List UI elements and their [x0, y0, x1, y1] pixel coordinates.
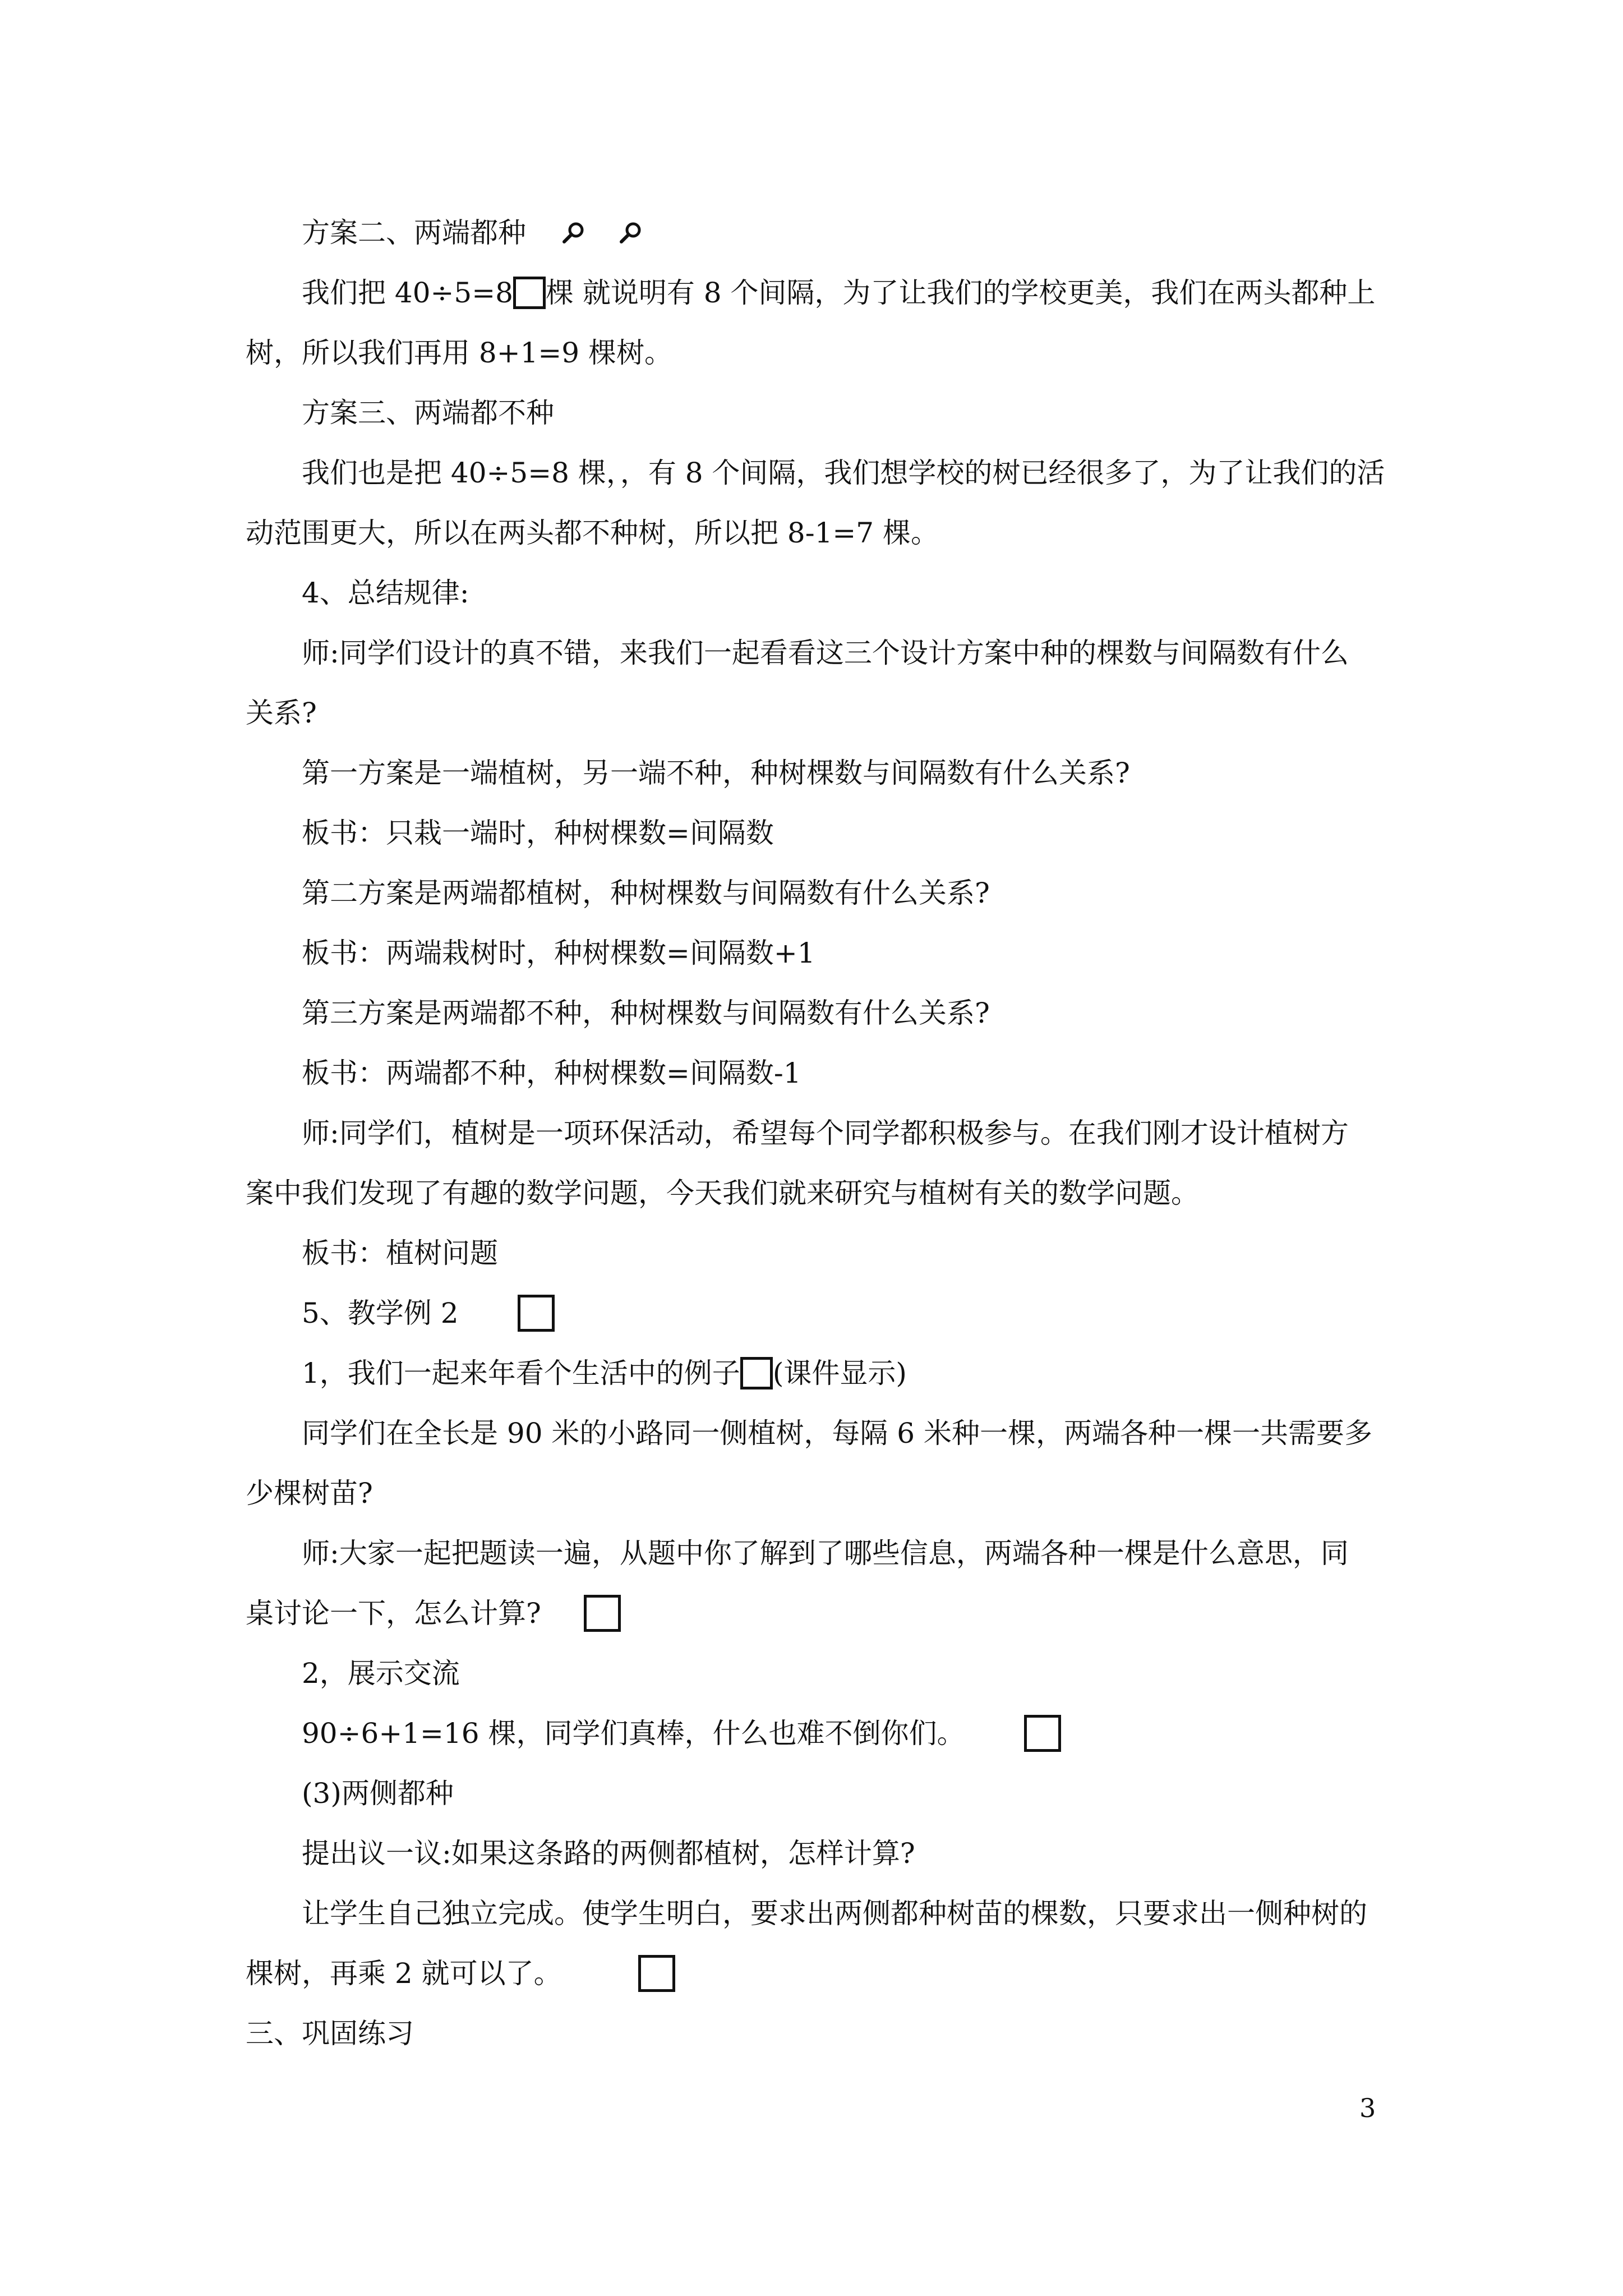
paragraph-line — [302, 1356, 907, 1392]
paragraph-line — [246, 1957, 675, 1994]
board-note: 板书：两端都不种，种树棵数=间隔数-1 — [302, 1057, 801, 1089]
paragraph-line: 树，所以我们再用 8+1=9 棵树。 — [246, 337, 673, 369]
text: 棵 就说明有 8 个间隔，为了让我们的学校更美，我们在两头都种上 — [545, 277, 1376, 309]
placeholder-box — [638, 1955, 675, 1992]
paragraph-line: 少棵树苗? — [246, 1477, 373, 1510]
text: 90÷6+1=16 棵，同学们真棒，什么也难不倒你们。 — [302, 1717, 965, 1750]
paragraph-line: 让学生自己独立完成。使学生明白，要求出两侧都种树苗的棵数，只要求出一侧种树的 — [302, 1897, 1367, 1930]
magnifier-icon — [618, 220, 643, 245]
placeholder-box — [513, 277, 546, 309]
section-heading: 2，展示交流 — [302, 1657, 460, 1690]
text: 棵树，再乘 2 就可以了。 — [246, 1957, 562, 1990]
paragraph-line — [246, 1596, 621, 1634]
placeholder-box — [518, 1295, 555, 1332]
section-heading — [302, 1296, 555, 1334]
magnifier-icon — [561, 220, 585, 245]
page-number: 3 — [1359, 2093, 1376, 2123]
board-note: 板书：两端栽树时，种树棵数=间隔数+1 — [302, 937, 815, 969]
placeholder-box — [740, 1357, 773, 1389]
text: (课件显示) — [772, 1357, 907, 1389]
heading-plan-three: 方案三、两端都不种 — [302, 397, 554, 429]
paragraph-line: 第二方案是两端都植树，种树棵数与间隔数有什么关系? — [302, 877, 990, 909]
text: 方案二、两端都种 — [302, 217, 526, 249]
board-note: 板书：植树问题 — [302, 1237, 498, 1269]
placeholder-box — [1024, 1715, 1061, 1752]
paragraph-line: 同学们在全长是 90 米的小路同一侧植树，每隔 6 米种一棵，两端各种一棵一共需要多 — [302, 1417, 1373, 1450]
paragraph-line: 案中我们发现了有趣的数学问题，今天我们就来研究与植树有关的数学问题。 — [246, 1177, 1199, 1209]
text: 桌讨论一下，怎么计算? — [246, 1597, 541, 1630]
paragraph-line: 师:同学们，植树是一项环保活动，希望每个同学都积极参与。在我们刚才设计植树方 — [302, 1117, 1349, 1149]
section-heading: 4、总结规律: — [302, 577, 469, 609]
section-heading: (3)两侧都种 — [302, 1777, 454, 1810]
text: 5、教学例 2 — [302, 1297, 459, 1329]
placeholder-box — [584, 1595, 621, 1632]
paragraph-line: 第三方案是两端都不种，种树棵数与间隔数有什么关系? — [302, 997, 990, 1029]
board-note: 板书：只栽一端时，种树棵数=间隔数 — [302, 817, 774, 849]
text: 我们把 40÷5=8 — [302, 277, 513, 309]
paragraph-line: 动范围更大，所以在两头都不种树，所以把 8-1=7 棵。 — [246, 517, 939, 549]
section-heading: 三、巩固练习 — [246, 2017, 414, 2050]
paragraph-line — [302, 276, 1375, 311]
paragraph-line: 关系? — [246, 697, 317, 729]
text: 1，我们一起来年看个生活中的例子 — [302, 1357, 740, 1389]
paragraph-line: 师:同学们设计的真不错，来我们一起看看这三个设计方案中种的棵数与间隔数有什么 — [302, 637, 1349, 669]
paragraph-line: 提出议一议:如果这条路的两侧都植树，怎样计算? — [302, 1837, 915, 1870]
paragraph-line: 师:大家一起把题读一遍，从题中你了解到了哪些信息，两端各种一棵是什么意思，同 — [302, 1537, 1349, 1570]
paragraph-line: 第一方案是一端植树，另一端不种，种树棵数与间隔数有什么关系? — [302, 757, 1130, 789]
heading-plan-two — [302, 216, 643, 250]
paragraph-line — [302, 1717, 1061, 1754]
paragraph-line: 我们也是把 40÷5=8 棵，，有 8 个间隔，我们想学校的树已经很多了，为了让我们的活 — [302, 457, 1385, 489]
